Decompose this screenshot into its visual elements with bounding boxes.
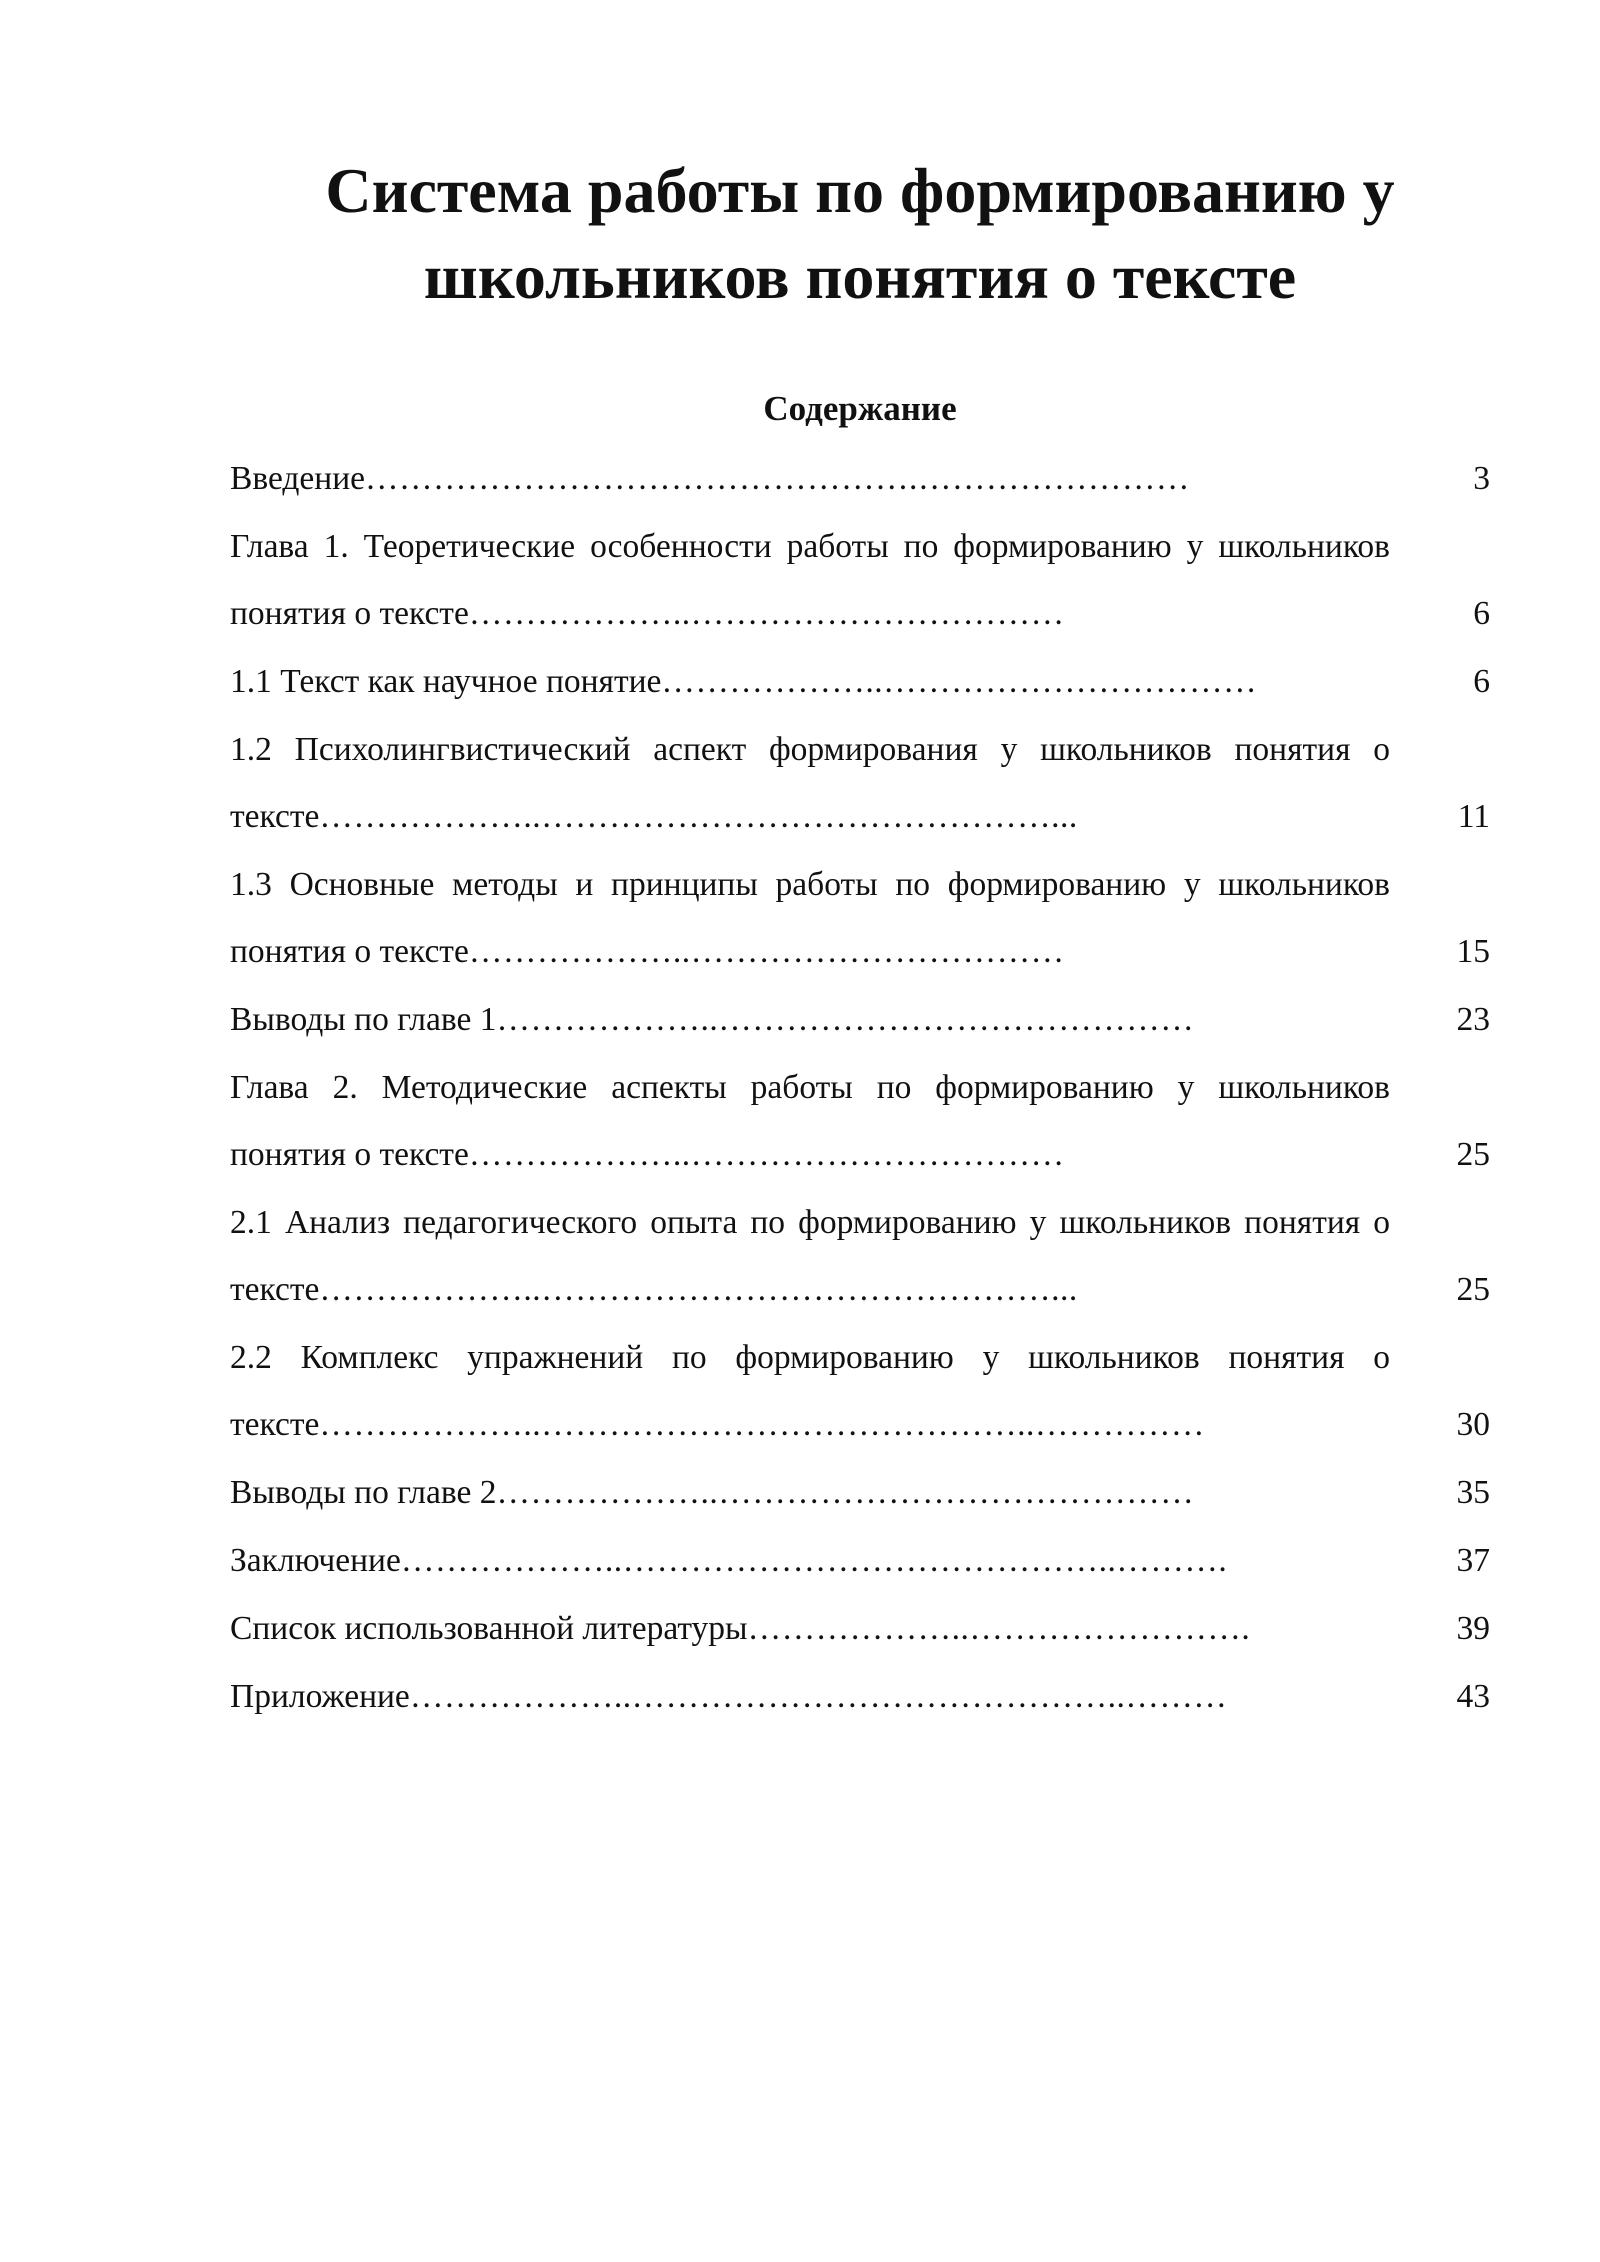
toc-entry-chapter-1[interactable]: [230, 513, 1490, 647]
toc-entry-page: 15: [1456, 933, 1490, 970]
toc-entry-leader: ………………..……………………………: [661, 663, 1258, 700]
toc-entry-leader: ………………..………………………………………...: [319, 798, 1078, 835]
toc-entry-leader: ………………..……………………………: [468, 1136, 1065, 1173]
toc-entry-conclusions-chapter-2[interactable]: [230, 1459, 1490, 1526]
toc-entry-text: Список использованной литературы: [230, 1610, 748, 1647]
toc-entry-page: 35: [1456, 1474, 1490, 1511]
toc-entry-text: Введение: [230, 460, 366, 497]
toc-entry-text: 1.2 Психолингвистический аспект формирования у школьников понятия о тексте: [230, 731, 1390, 835]
toc-entry-text: Глава 1. Теоретические особенности работы по формированию у школьников понятия о тексте: [230, 528, 1390, 632]
toc-entry-text: Глава 2. Методические аспекты работы по формированию у школьников понятия о тексте: [230, 1069, 1390, 1173]
toc-entry-text: Выводы по главе 1: [230, 1001, 497, 1038]
toc-entry-leader: ………………..……………………………………: [496, 1001, 1195, 1038]
toc-entry-page: 11: [1457, 798, 1490, 835]
toc-entry-leader: ………………..……………………………: [468, 933, 1065, 970]
toc-entry-page: 6: [1473, 663, 1490, 700]
toc-entry-section-2-1[interactable]: [230, 1189, 1490, 1323]
document-title: Система работы по формированию у школьников понятия о тексте: [325, 155, 1395, 312]
toc-entry-page: 25: [1456, 1271, 1490, 1308]
toc-entry-text: 1.1 Текст как научное понятие: [230, 663, 662, 700]
toc-entry-introduction[interactable]: [230, 445, 1490, 512]
toc-entry-references[interactable]: [230, 1595, 1490, 1662]
toc-entry-appendix[interactable]: [230, 1663, 1490, 1730]
toc-entry-page: 25: [1456, 1136, 1490, 1173]
toc-entry-section-2-2[interactable]: [230, 1324, 1490, 1458]
toc-entry-text: 2.2 Комплекс упражнений по формированию у школьников понятия о тексте: [230, 1339, 1390, 1443]
toc-entry-conclusions-chapter-1[interactable]: [230, 986, 1490, 1053]
toc-entry-section-1-1[interactable]: [230, 648, 1490, 715]
toc-entry-text: 1.3 Основные методы и принципы работы по формированию у школьников понятия о тексте: [230, 866, 1390, 970]
toc-entry-page: 43: [1456, 1678, 1490, 1715]
toc-entry-section-1-2[interactable]: [230, 716, 1490, 850]
toc-entry-leader: ………………..………………………………………...: [319, 1271, 1078, 1308]
toc-entry-page: 3: [1473, 460, 1490, 497]
toc-entry-text: Выводы по главе 2: [230, 1474, 497, 1511]
toc-entry-leader: ………………..……………………………: [468, 595, 1065, 632]
toc-entry-text: 2.1 Анализ педагогического опыта по формированию у школьников понятия о тексте: [230, 1204, 1390, 1308]
toc-entry-leader: ………………………………………….……………………: [365, 460, 1190, 497]
toc-entry-leader: ………………..…………………….: [747, 1610, 1251, 1647]
toc-entry-page: 37: [1456, 1542, 1490, 1579]
toc-entry-page: 39: [1456, 1610, 1490, 1647]
toc-entry-page: 30: [1456, 1406, 1490, 1443]
toc-entry-section-1-3[interactable]: [230, 851, 1490, 985]
toc-entry-leader: ………………..……………………………………..……………: [319, 1406, 1205, 1443]
toc-entry-leader: ………………..……………………………………..……….: [400, 1542, 1228, 1579]
toc-entry-text: Приложение: [230, 1678, 410, 1715]
table-of-contents: [230, 445, 1490, 1731]
toc-entry-page: 6: [1473, 595, 1490, 632]
toc-entry-chapter-2[interactable]: [230, 1054, 1490, 1188]
toc-heading: Содержание: [763, 389, 957, 428]
toc-entry-page: 23: [1456, 1001, 1490, 1038]
toc-entry-conclusion[interactable]: [230, 1527, 1490, 1594]
toc-entry-leader: ………………..……………………………………: [496, 1474, 1195, 1511]
toc-entry-leader: ………………..……………………………………..………: [409, 1678, 1228, 1715]
toc-entry-text: Заключение: [230, 1542, 401, 1579]
